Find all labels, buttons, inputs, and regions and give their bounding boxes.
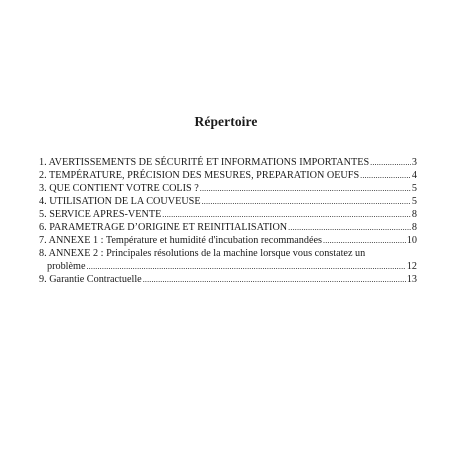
toc-entry-page: 12 xyxy=(406,261,417,272)
toc-entry-7[interactable] xyxy=(39,234,417,247)
toc-entry-label: 6. PARAMETRAGE D’ORIGINE ET REINITIALISATION xyxy=(39,222,288,233)
dot-leader xyxy=(162,210,411,220)
toc-entry-label-line2: problème xyxy=(47,261,86,272)
toc-entry-label: 1. AVERTISSEMENTS DE SÉCURITÉ ET INFORMATIONS IMPORTANTES xyxy=(39,157,370,168)
dot-leader xyxy=(86,262,405,272)
toc-entry-label: 3. QUE CONTIENT VOTRE COLIS ? xyxy=(39,183,199,194)
toc-entry-page: 5 xyxy=(411,183,417,194)
dot-leader xyxy=(360,171,411,181)
table-of-contents xyxy=(39,156,417,286)
dot-leader xyxy=(323,236,406,246)
page-title: Répertoire xyxy=(194,114,258,129)
toc-entry-3[interactable] xyxy=(39,182,417,195)
dot-leader xyxy=(288,223,411,233)
toc-entry-label: 5. SERVICE APRES-VENTE xyxy=(39,209,162,220)
toc-entry-label: 7. ANNEXE 1 : Température et humidité d'incubation recommandées xyxy=(39,235,322,246)
toc-entry-label: 4. UTILISATION DE LA COUVEUSE xyxy=(39,196,201,207)
toc-entry-label-line1: 8. ANNEXE 2 : Principales résolutions de la machine lorsque vous constatez un xyxy=(39,248,366,259)
dot-leader xyxy=(200,184,411,194)
dot-leader xyxy=(370,158,411,168)
toc-entry-page: 4 xyxy=(411,170,417,181)
toc-entry-8[interactable] xyxy=(39,247,417,273)
toc-entry-label: 2. TEMPÉRATURE, PRÉCISION DES MESURES, PREPARATION OEUFS xyxy=(39,170,360,181)
toc-entry-5[interactable] xyxy=(39,208,417,221)
toc-entry-page: 5 xyxy=(411,196,417,207)
toc-entry-2[interactable] xyxy=(39,169,417,182)
toc-entry-page: 13 xyxy=(406,274,417,285)
dot-leader xyxy=(202,197,411,207)
toc-entry-6[interactable] xyxy=(39,221,417,234)
toc-entry-page: 8 xyxy=(411,222,417,233)
toc-entry-9[interactable] xyxy=(39,273,417,286)
toc-entry-page: 10 xyxy=(406,235,417,246)
toc-entry-second-line xyxy=(39,260,417,273)
toc-entry-label: 9. Garantie Contractuelle xyxy=(39,274,142,285)
toc-entry-1[interactable] xyxy=(39,156,417,169)
toc-entry-4[interactable] xyxy=(39,195,417,208)
toc-entry-page: 8 xyxy=(411,209,417,220)
toc-entry-page: 3 xyxy=(411,157,417,168)
dot-leader xyxy=(143,275,406,285)
